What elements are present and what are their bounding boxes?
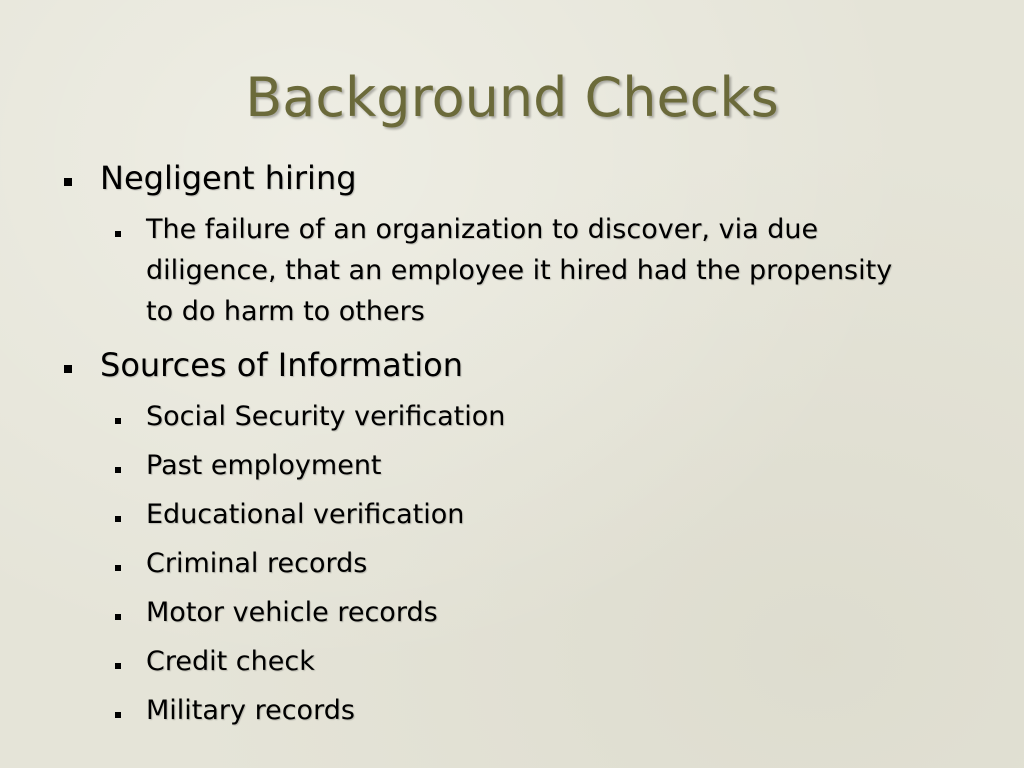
bullet-text: Negligent hiring (100, 159, 357, 197)
sub-bullet-text: Social Security verification (146, 401, 506, 432)
sub-bullet-marker-icon (115, 663, 121, 669)
sub-bullet-marker-icon (115, 418, 121, 424)
sub-bullet-item (146, 396, 505, 437)
sub-bullet-marker-icon (115, 516, 121, 522)
sub-bullet-text: Criminal records (146, 548, 368, 579)
slide-title: Background Checks (245, 66, 779, 129)
sub-bullet-item (146, 494, 464, 535)
sub-bullet-item (146, 445, 382, 486)
sub-bullet-item (146, 592, 438, 633)
sub-bullet-item (146, 543, 367, 584)
sub-bullet-text: Military records (146, 695, 355, 726)
sub-bullet-item (146, 690, 355, 731)
bullet-item (100, 345, 463, 385)
sub-bullet-text: Educational verification (146, 499, 465, 530)
sub-bullet-text: The failure of an organization to discover, via due diligence, that an employee it hired had the propensity to do harm to others (146, 214, 893, 327)
sub-bullet-item (146, 641, 315, 682)
sub-bullet-marker-icon (115, 614, 121, 620)
bullet-text: Sources of Information (100, 346, 463, 384)
sub-bullet-marker-icon (115, 565, 121, 571)
sub-bullet-item (146, 209, 926, 332)
sub-bullet-marker-icon (115, 467, 121, 473)
bullet-item (100, 158, 357, 198)
sub-bullet-text: Credit check (146, 646, 315, 677)
sub-bullet-marker-icon (115, 712, 121, 718)
sub-bullet-marker-icon (115, 231, 121, 237)
sub-bullet-text: Past employment (146, 450, 382, 481)
sub-bullet-text: Motor vehicle records (146, 597, 438, 628)
bullet-marker-icon (64, 178, 72, 186)
bullet-marker-icon (64, 365, 72, 373)
